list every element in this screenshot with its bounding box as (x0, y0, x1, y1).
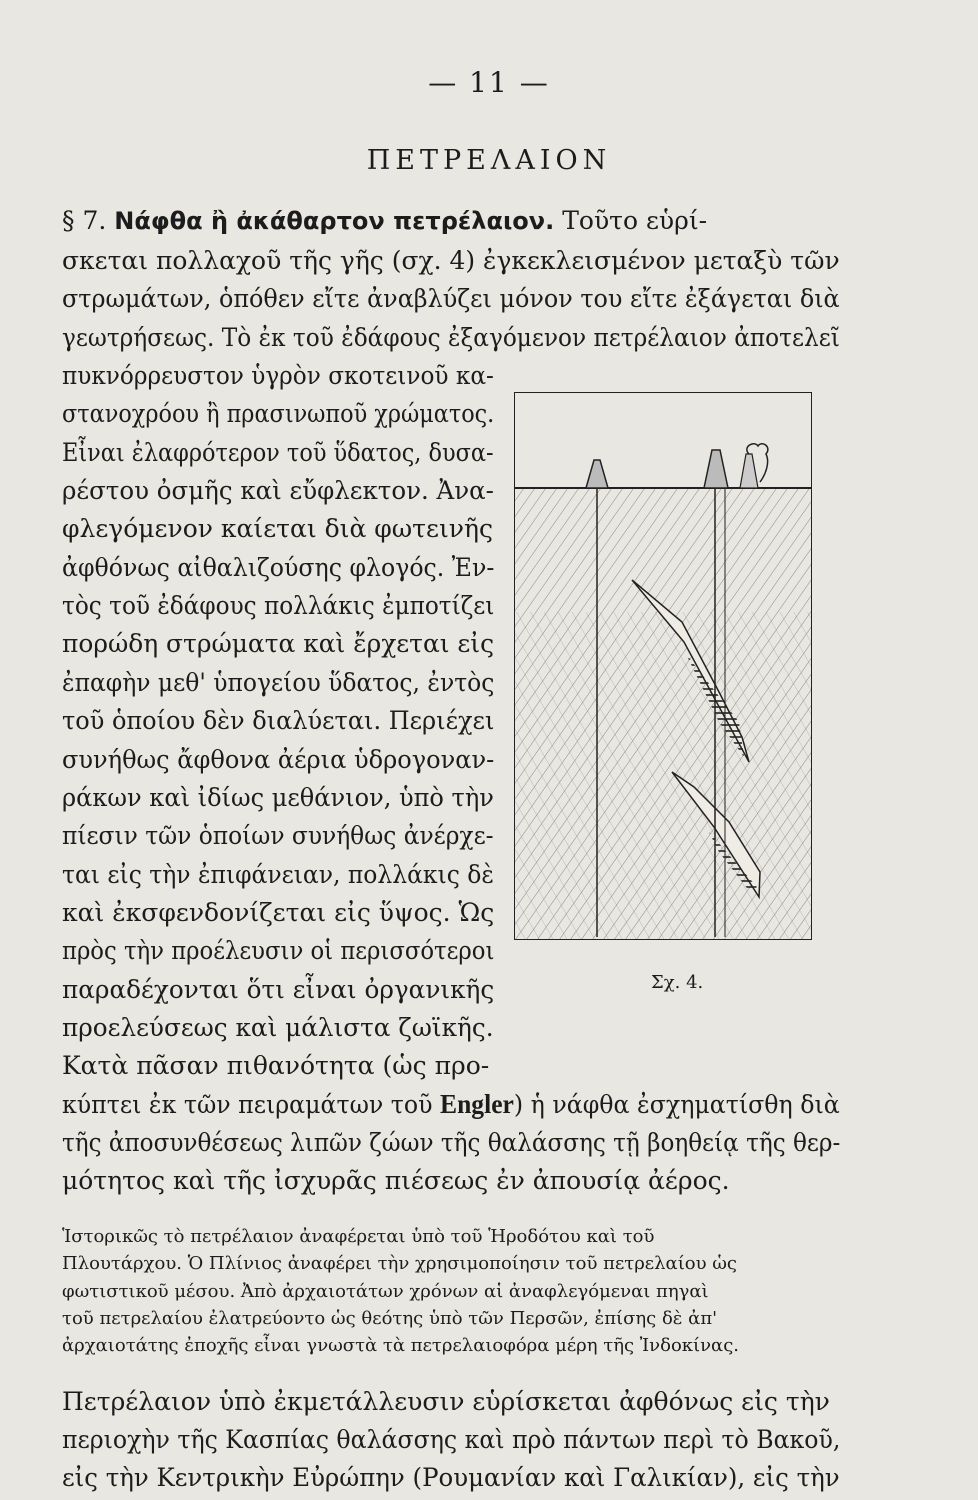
note-line: Ἱστορικῶς τὸ πετρέλαιον ἀναφέρεται ὑπὸ τοῦ Ἡροδότου καὶ τοῦ (62, 1226, 655, 1247)
derrick-right (704, 450, 728, 488)
body-line: τὸς τοῦ ἐδάφους πολλάκις ἐμποτίζει (62, 591, 495, 620)
body-line: τοῦ ὁποίου δὲν διαλύεται. Περιέχει (62, 706, 495, 735)
body-line: συνήθως ἄφθονα ἀέρια ὑδρογοναν- (62, 745, 495, 774)
body-line: τῆς ἀποσυνθέσεως λιπῶν ζώων τῆς θαλάσσης τῇ βοηθείᾳ τῆς θερ- (62, 1128, 841, 1157)
body-line: πίεσιν τῶν ὁποίων συνήθως ἀνέρχε- (62, 821, 494, 850)
section-heading: Νάφθα ἢ ἀκάθαρτον πετρέλαιον. (114, 207, 555, 235)
page-number: — 11 — (428, 66, 550, 99)
body-line: Εἶναι ἐλαφρότερον τοῦ ὕδατος, δυσα- (62, 438, 494, 467)
oil-strata-figure (514, 392, 812, 940)
engler-line (62, 1086, 840, 1123)
note-line: φωτιστικοῦ μέσου. Ἀπὸ ἀρχαιοτάτων χρόνων αἱ ἀναφλεγόμεναι πηγαὶ (62, 1281, 709, 1302)
engler-line-after: ) ἡ νάφθα ἐσχηματίσθη διὰ (513, 1090, 840, 1119)
body-line: καὶ ἐκσφενδονίζεται εἰς ὕψος. Ὡς (62, 898, 495, 927)
body-line: ται εἰς τὴν ἐπιφάνειαν, πολλάκις δὲ (62, 860, 494, 889)
body-line: στρωμάτων, ὁπόθεν εἴτε ἀναβλύζει μόνον του εἴτε ἐξάγεται διὰ (62, 284, 840, 313)
body-line: πυκνόρρευστον ὑγρὸν σκοτεινοῦ κα- (62, 361, 494, 390)
section-first-line-rest: Τοῦτο εὑρί- (562, 206, 708, 235)
section-mark: § 7. (62, 206, 107, 235)
body-line: μότητος καὶ τῆς ἰσχυρᾶς πιέσεως ἐν ἀπουσίᾳ ἀέρος. (62, 1166, 730, 1195)
figure-caption: Σχ. 4. (651, 972, 704, 993)
body-line: παραδέχονται ὅτι εἶναι ὀργανικῆς (62, 975, 495, 1004)
body-line: σκεται πολλαχοῦ τῆς γῆς (σχ. 4) ἐγκεκλεισμένον μεταξὺ τῶν (62, 246, 840, 275)
note-line: τοῦ πετρελαίου ἐλατρεύοντο ὡς θεότης ὑπὸ τῶν Περσῶν, ἐπίσης δὲ ἀπ' (62, 1308, 718, 1329)
note-line: ἀρχαιοτάτης ἐποχῆς εἶναι γνωστὰ τὰ πετρελαιοφόρα μέρη τῆς Ἰνδοκίνας. (62, 1335, 740, 1356)
body-line: πρὸς τὴν προέλευσιν οἱ περισσότεροι (62, 936, 495, 965)
section-heading-line (62, 203, 707, 239)
body-line: φλεγόμενον καίεται διὰ φωτεινῆς (62, 514, 493, 543)
body-line: γεωτρήσεως. Τὸ ἐκ τοῦ ἐδάφους ἐξαγόμενον πετρέλαιον ἀποτελεῖ (62, 323, 840, 352)
body-line: Πετρέλαιον ὑπὸ ἐκμετάλλευσιν εὑρίσκεται ἀφθόνως εἰς τὴν (62, 1387, 830, 1416)
body-line: προελεύσεως καὶ μάλιστα ζωϊκῆς. (62, 1013, 494, 1042)
engler-line-before: κύπτει ἐκ τῶν πειραμάτων τοῦ (62, 1090, 433, 1119)
body-line: ράκων καὶ ἰδίως μεθάνιον, ὑπὸ τὴν (62, 783, 494, 812)
body-line: περιοχὴν τῆς Κασπίας θαλάσσης καὶ πρὸ πάντων περὶ τὸ Βακοῦ, (62, 1425, 841, 1454)
body-line: ρέστου ὀσμῆς καὶ εὔφλεκτον. Ἀνα- (62, 476, 494, 505)
body-line: εἰς τὴν Κεντρικὴν Εὐρώπην (Ρουμανίαν καὶ Γαλικίαν), εἰς τὴν (62, 1463, 840, 1492)
chapter-title: ΠΕΤΡΕΛΑΙΟΝ (366, 145, 612, 176)
body-line: ἐπαφὴν μεθ' ὑπογείου ὕδατος, ἐντὸς (62, 668, 495, 697)
body-line: πορώδη στρώματα καὶ ἔρχεται εἰς (62, 629, 495, 658)
engler-name: Engler (440, 1089, 514, 1119)
note-line: Πλουτάρχου. Ὁ Πλίνιος ἀναφέρει τὴν χρησιμοποίησιν τοῦ πετρελαίου ὡς (62, 1253, 738, 1274)
body-line: Κατὰ πᾶσαν πιθανότητα (ὡς προ- (62, 1051, 490, 1080)
derrick-left (586, 460, 608, 488)
body-line: ἀφθόνως αἰθαλιζούσης φλογός. Ἐν- (62, 553, 495, 582)
body-line: στανοχρόου ἢ πρασινωποῦ χρώματος. (62, 399, 495, 428)
